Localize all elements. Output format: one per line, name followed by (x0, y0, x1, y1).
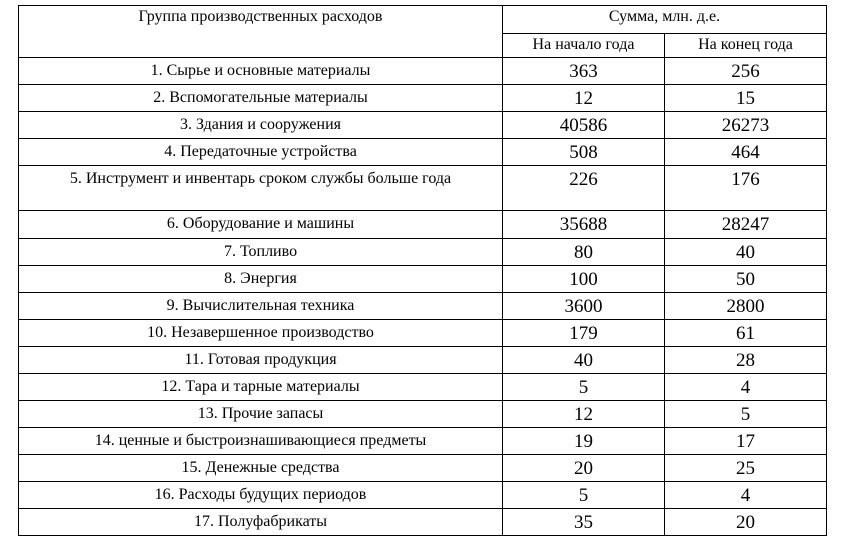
row-start-value: 19 (503, 428, 665, 455)
row-start-value: 226 (503, 166, 665, 211)
row-end-value: 15 (665, 85, 827, 112)
row-start-value: 5 (503, 482, 665, 509)
table-row (19, 166, 827, 211)
row-name: 9. Вычислительная техника (19, 293, 503, 320)
row-start-value: 80 (503, 239, 665, 266)
expenses-table (18, 5, 827, 536)
row-name: 17. Полуфабрикаты (19, 509, 503, 536)
table-row (19, 428, 827, 455)
row-end-value: 50 (665, 266, 827, 293)
table-row (19, 374, 827, 401)
table-row (19, 139, 827, 166)
row-name: 12. Тара и тарные материалы (19, 374, 503, 401)
row-name: 7. Топливо (19, 239, 503, 266)
table-row (19, 347, 827, 374)
row-name: 14. ценные и быстроизнашивающиеся предметы (19, 428, 503, 455)
table-row (19, 85, 827, 112)
row-start-value: 35688 (503, 211, 665, 239)
row-end-value: 25 (665, 455, 827, 482)
row-end-value: 4 (665, 482, 827, 509)
row-name: 6. Оборудование и машины (19, 211, 503, 239)
row-name: 2. Вспомогательные материалы (19, 85, 503, 112)
row-name: 13. Прочие запасы (19, 401, 503, 428)
table-row (19, 112, 827, 139)
row-end-value: 464 (665, 139, 827, 166)
end-of-year-header: На конец года (665, 34, 827, 58)
row-end-value: 176 (665, 166, 827, 211)
row-end-value: 40 (665, 239, 827, 266)
row-name: 4. Передаточные устройства (19, 139, 503, 166)
row-start-value: 100 (503, 266, 665, 293)
table-row (19, 401, 827, 428)
row-name: 10. Незавершенное производство (19, 320, 503, 347)
row-start-value: 20 (503, 455, 665, 482)
row-end-value: 28247 (665, 211, 827, 239)
row-end-value: 28 (665, 347, 827, 374)
header-row (19, 6, 827, 34)
row-start-value: 363 (503, 58, 665, 85)
start-of-year-header: На начало года (503, 34, 665, 58)
row-name: 16. Расходы будущих периодов (19, 482, 503, 509)
row-start-value: 508 (503, 139, 665, 166)
row-name: 1. Сырье и основные материалы (19, 58, 503, 85)
row-end-value: 5 (665, 401, 827, 428)
row-end-value: 256 (665, 58, 827, 85)
row-end-value: 61 (665, 320, 827, 347)
table-row (19, 211, 827, 239)
table-row (19, 239, 827, 266)
row-start-value: 12 (503, 85, 665, 112)
row-start-value: 35 (503, 509, 665, 536)
row-start-value: 179 (503, 320, 665, 347)
table-row (19, 455, 827, 482)
row-start-value: 5 (503, 374, 665, 401)
sum-header: Сумма, млн. д.е. (503, 6, 827, 34)
row-end-value: 2800 (665, 293, 827, 320)
table-row (19, 293, 827, 320)
row-name: 15. Денежные средства (19, 455, 503, 482)
row-name: 11. Готовая продукция (19, 347, 503, 374)
row-end-value: 4 (665, 374, 827, 401)
row-start-value: 3600 (503, 293, 665, 320)
row-end-value: 26273 (665, 112, 827, 139)
row-start-value: 40586 (503, 112, 665, 139)
row-start-value: 12 (503, 401, 665, 428)
table-row (19, 58, 827, 85)
group-header: Группа производственных расходов (19, 6, 503, 58)
row-start-value: 40 (503, 347, 665, 374)
row-end-value: 17 (665, 428, 827, 455)
table-row (19, 266, 827, 293)
table-row (19, 482, 827, 509)
row-name: 5. Инструмент и инвентарь сроком службы больше года (19, 166, 503, 211)
table-row (19, 509, 827, 536)
row-name: 3. Здания и сооружения (19, 112, 503, 139)
row-end-value: 20 (665, 509, 827, 536)
row-name: 8. Энергия (19, 266, 503, 293)
table-row (19, 320, 827, 347)
